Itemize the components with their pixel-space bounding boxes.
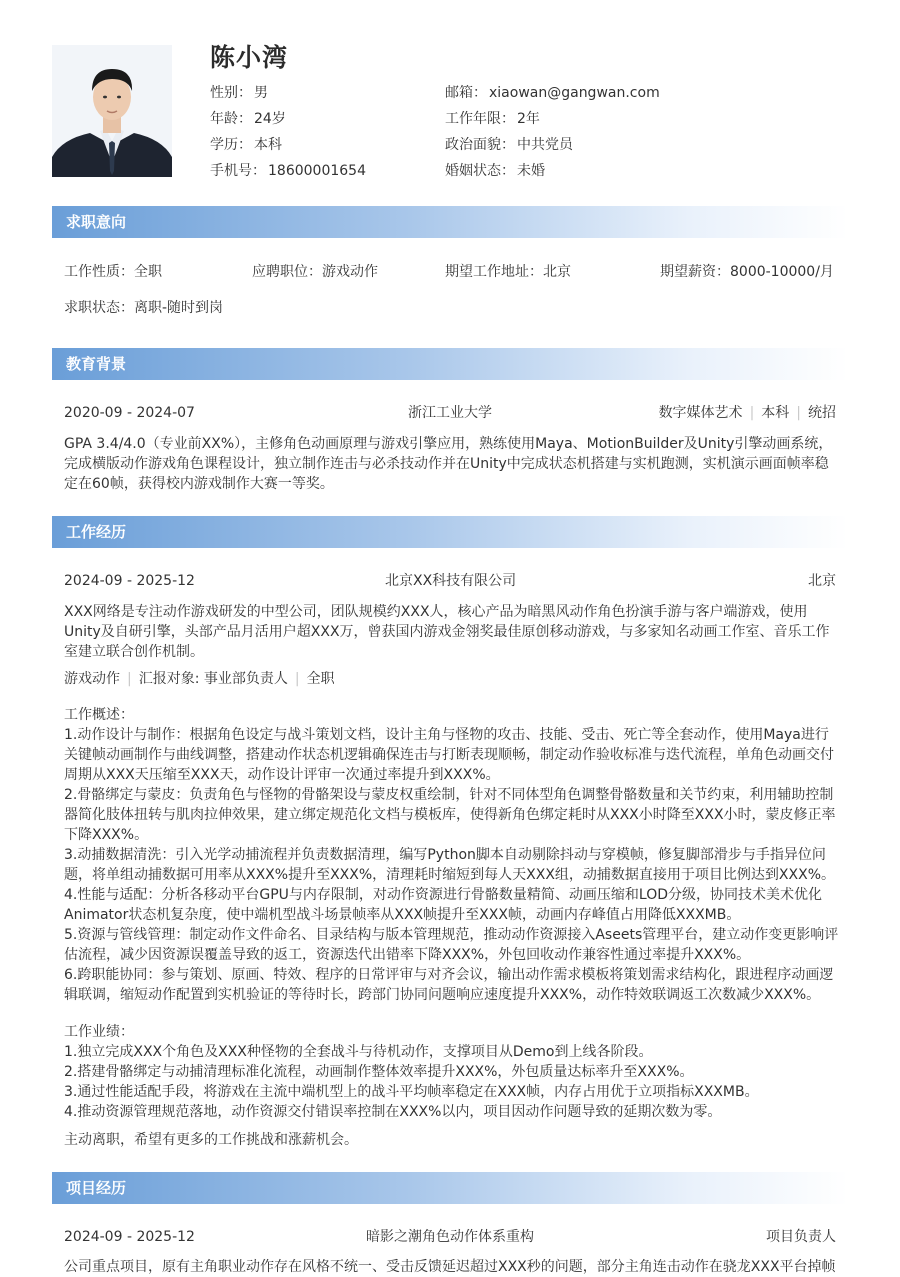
result-item: 3.通过性能适配手段，将游戏在主流中端机型上的战斗平均帧率稳定在XXX帧，内存占用优于立项指标XXXMB。 (64, 1084, 759, 1100)
candidate-name: 陈小湾 (210, 43, 289, 72)
intent-location (445, 262, 571, 282)
years-value: 2年 (517, 111, 540, 127)
section-header-project (52, 1172, 848, 1204)
education-date: 2020-09 - 2024-07 (64, 405, 195, 421)
intent-salary-value: 8000-10000/月 (730, 264, 834, 280)
overview-item: 2.骨骼绑定与蒙皮：负责角色与怪物的骨骼架设与蒙皮权重绘制，针对不同体型角色调整骨骼数量和关节约束，利用辅助控制器简化肢体扭转与肌肉拉伸效果，建立绑定规范化文档与模板库，使得新角色绑定耗时从XXX小时降至XXX小时，蒙皮修正率下降XXX%。 (64, 787, 836, 843)
work-meta (64, 669, 335, 689)
intent-location-value: 北京 (543, 264, 571, 280)
intent-salary (660, 262, 834, 282)
divider: | (294, 671, 300, 687)
education-value: 本科 (254, 137, 282, 153)
age-value: 24岁 (254, 111, 286, 127)
email-label: 邮箱： (445, 85, 487, 101)
age-label: 年龄： (210, 111, 252, 127)
gender-label: 性别： (210, 85, 252, 101)
education-major: 数字媒体艺术 (658, 405, 743, 421)
divider: | (127, 671, 132, 687)
work-overview (64, 705, 839, 1005)
section-title-intent: 求职意向 (66, 213, 127, 231)
intent-position-value: 游戏动作 (322, 264, 378, 280)
marital-row (445, 161, 545, 181)
divider: | (749, 405, 755, 421)
years-row (445, 109, 540, 129)
intent-status-value: 离职-随时到岗 (134, 300, 224, 316)
project-date: 2024-09 - 2025-12 (64, 1229, 195, 1245)
education-degree: 本科 (761, 405, 790, 421)
intent-type-value: 全职 (134, 264, 162, 280)
education-label: 学历： (210, 137, 252, 153)
intent-type-label: 工作性质： (64, 264, 134, 280)
leave-reason: 主动离职，希望有更多的工作挑战和涨薪机会。 (64, 1132, 358, 1148)
results-title: 工作业绩： (64, 1024, 134, 1040)
intent-location-label: 期望工作地址： (445, 264, 543, 280)
section-header-education (52, 348, 848, 380)
intent-status (64, 298, 223, 318)
email-row (445, 83, 660, 103)
overview-item: 4.性能与适配：分析各移动平台GPU与内存限制，对动作资源进行骨骼数量精简、动画压缩和LOD分级，协同技术美术优化Animator状态机复杂度，使中端机型战斗场景帧率从XXX帧提升至XXX帧，动画内存峰值占用降低XXXMB。 (64, 887, 822, 923)
project-role: 项目负责人 (766, 1229, 836, 1245)
work-report: 汇报对象: 事业部负责人 (138, 671, 288, 687)
section-header-intent (52, 206, 848, 238)
age-row (210, 109, 286, 129)
politics-value: 中共党员 (517, 137, 573, 153)
section-title-project: 项目经历 (66, 1179, 127, 1197)
education-meta (659, 403, 836, 423)
overview-item: 5.资源与管线管理：制定动作文件命名、目录结构与版本管理规范，推动动作资源接入Aseets管理平台，建立动作变更影响评估流程，减少因资源误覆盖导致的返工，资源迭代出错率下降XXX%，外包回收动作兼容性通过率提升XXX%。 (64, 927, 839, 963)
work-company: 北京XX科技有限公司 (385, 573, 517, 589)
phone-row (210, 161, 366, 181)
education-mode: 统招 (808, 405, 836, 421)
project-name: 暗影之潮角色动作体系重构 (366, 1229, 534, 1245)
politics-label: 政治面貌： (445, 137, 515, 153)
intent-salary-label: 期望薪资： (660, 264, 730, 280)
section-header-work (52, 516, 848, 548)
work-jobtype: 全职 (306, 671, 335, 687)
overview-item: 3.动捕数据清洗：引入光学动捕流程并负责数据清理，编写Python脚本自动剔除抖动与穿模帧，修复脚部滑步与手指异位问题，将单组动捕数据可用率从XXX%提升至XXX%，清理耗时缩短到每人天XXX组，动捕数据直接用于项目比例达到XXX%。 (64, 847, 835, 883)
email-value: xiaowan@gangwan.com (489, 85, 660, 101)
result-item: 1.独立完成XXX个角色及XXX种怪物的全套战斗与待机动作，支撑项目从Demo到上线各阶段。 (64, 1044, 653, 1060)
marital-value: 未婚 (517, 163, 545, 179)
phone-value: 18600001654 (268, 163, 366, 179)
education-description: GPA 3.4/4.0（专业前XX%），主修角色动画原理与游戏引擎应用，熟练使用Maya、MotionBuilder及Unity引擎动画系统，完成横版动作游戏角色课程设计，独立制作连击与必杀技动作并在Unity中完成状态机搭建与实机跑测，实机演示画面帧率稳定在60帧，获得校内游戏制作大赛一等奖。 (64, 436, 833, 492)
result-item: 4.推动资源管理规范落地，动作资源交付错误率控制在XXX%以内，项目因动作问题导致的延期次数为零。 (64, 1104, 722, 1120)
section-title-education: 教育背景 (66, 355, 127, 373)
portrait-image (52, 45, 172, 177)
overview-item: 1.动作设计与制作：根据角色设定与战斗策划文档，设计主角与怪物的攻击、技能、受击、死亡等全套动作，使用Maya进行关键帧动画制作与曲线调整，搭建动作状态机逻辑确保连击与打断表现顺畅，制定动作验收标准与迭代流程，单角色动画交付周期从XXX天压缩至XXX天，动作设计评审一次通过率提升到XXX%。 (64, 727, 834, 783)
overview-title: 工作概述： (64, 707, 134, 723)
profile-photo (52, 45, 172, 177)
gender-row (210, 83, 268, 103)
education-row (210, 135, 282, 155)
phone-label: 手机号： (210, 163, 266, 179)
work-role: 游戏动作 (64, 671, 120, 687)
intent-position-label: 应聘职位： (252, 264, 322, 280)
company-intro: XXX网络是专注动作游戏研发的中型公司，团队规模约XXX人，核心产品为暗黑风动作角色扮演手游与客户端游戏，使用Unity及自研引擎，头部产品月活用户超XXX万，曾获国内游戏金翎奖最佳原创移动游戏，与多家知名动画工作室、音乐工作室建立联合创作机制。 (64, 604, 830, 660)
intent-type (64, 262, 162, 282)
project-description: 公司重点项目，原有主角职业动作存在风格不统一、受击反馈延迟超过XXX秒的问题，部分主角连击动作在骁龙XXX平台掉帧 (64, 1259, 836, 1275)
work-date: 2024-09 - 2025-12 (64, 573, 195, 589)
result-item: 2.搭建骨骼绑定与动捕清理标准化流程，动画制作整体效率提升XXX%，外包质量达标率升至XXX%。 (64, 1064, 694, 1080)
work-city: 北京 (808, 573, 836, 589)
divider: | (796, 405, 801, 421)
overview-item: 6.跨职能协同：参与策划、原画、特效、程序的日常评审与对齐会议，输出动作需求模板将策划需求结构化，跟进程序动画逻辑联调，缩短动作配置到实机验证的等待时长，跨部门协同问题响应速度提升XXX%，动作特效联调返工次数减少XXX%。 (64, 967, 834, 1003)
gender-value: 男 (254, 85, 268, 101)
intent-status-label: 求职状态： (64, 300, 134, 316)
marital-label: 婚姻状态： (445, 163, 515, 179)
education-school: 浙江工业大学 (408, 405, 492, 421)
work-results (64, 1022, 839, 1122)
politics-row (445, 135, 573, 155)
intent-position (252, 262, 378, 282)
section-title-work: 工作经历 (66, 523, 127, 541)
years-label: 工作年限： (445, 111, 515, 127)
